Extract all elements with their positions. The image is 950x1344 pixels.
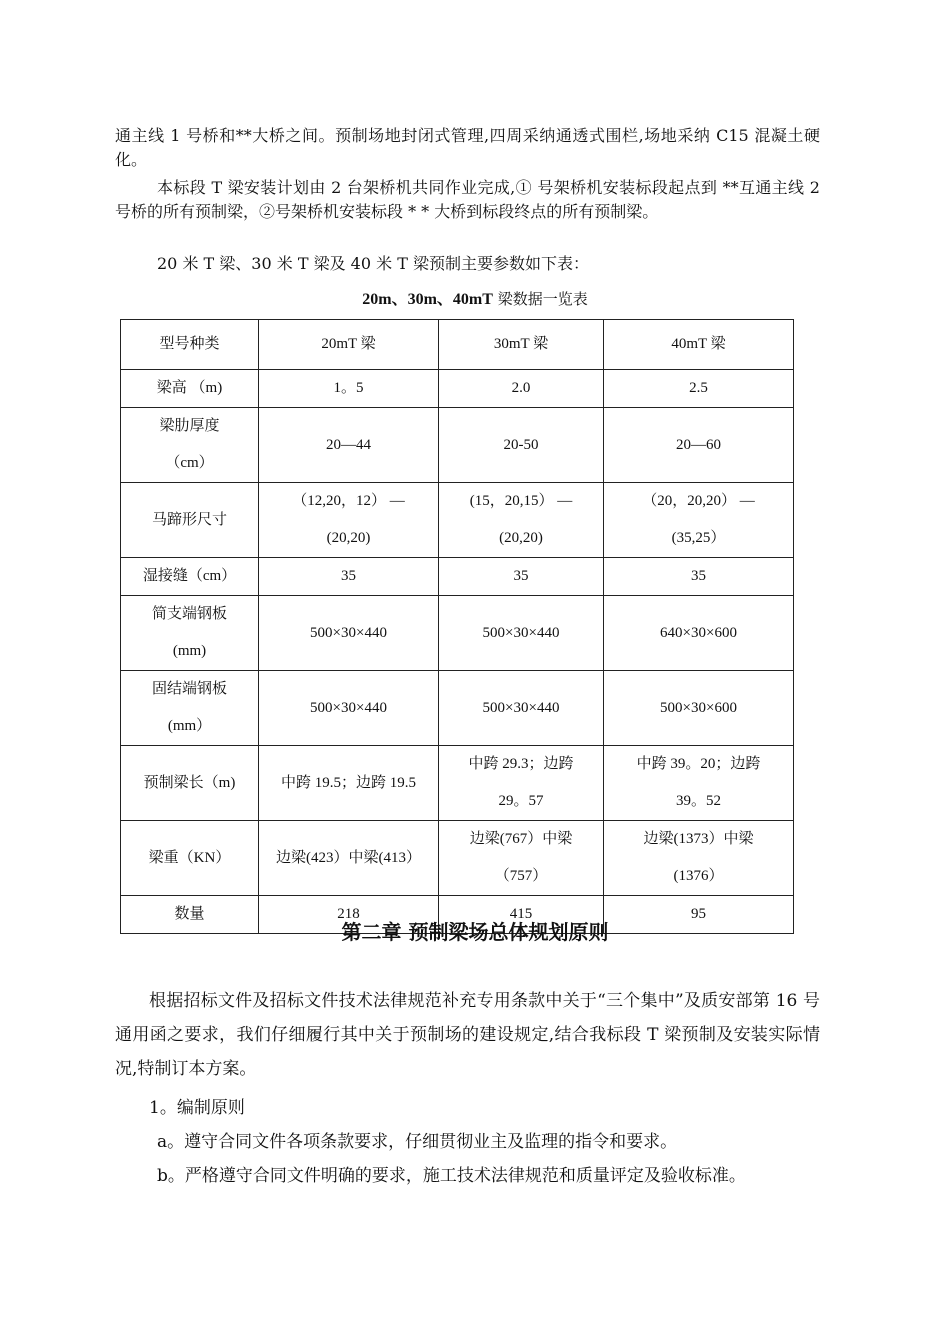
table-cell bbox=[259, 558, 439, 596]
cell-line: 固结端钢板 bbox=[151, 681, 227, 697]
table-row bbox=[121, 558, 794, 596]
cell-line: 20—60 bbox=[676, 436, 721, 453]
cell-line: 415 bbox=[509, 906, 533, 922]
cell-line: （cm） bbox=[165, 455, 214, 471]
cell-line: 500×30×600 bbox=[660, 699, 737, 716]
table-cell bbox=[604, 821, 794, 896]
table-cell bbox=[439, 821, 604, 896]
intro-paragraph-1: 通主线 1 号桥和**大桥之间。预制场地封闭式管理,四周采纳通透式围栏,场地采纳 C15 混凝土硬化。 bbox=[115, 126, 820, 169]
table-row bbox=[121, 596, 794, 671]
cell-line: 500×30×440 bbox=[310, 624, 387, 641]
header-cell: 30mT 梁 bbox=[439, 320, 604, 370]
table-cell bbox=[259, 596, 439, 671]
table-caption-text: 梁数据一览表 bbox=[492, 290, 588, 308]
row-label-cell bbox=[121, 370, 259, 408]
table-row bbox=[121, 370, 794, 408]
table-cell bbox=[604, 408, 794, 483]
table-cell bbox=[439, 408, 604, 483]
cell-line: 35 bbox=[513, 568, 529, 584]
list-item-a: a。遵守合同文件各项条款要求，仔细贯彻业主及监理的指令和要求。 bbox=[157, 1132, 678, 1152]
cell-line: (15，20,15） — bbox=[469, 493, 573, 509]
table-cell bbox=[259, 483, 439, 558]
cell-line: 2.0 bbox=[511, 380, 531, 396]
table-cell bbox=[439, 596, 604, 671]
cell-line: 边梁(423）中梁(413） bbox=[276, 849, 421, 866]
cell-line: 梁重（KN） bbox=[148, 849, 231, 866]
table-cell bbox=[259, 408, 439, 483]
table-cell bbox=[259, 821, 439, 896]
table-cell bbox=[259, 746, 439, 821]
chapter-paragraph-1: 根据招标文件及招标文件技术法律规范补充专用条款中关于“三个集中”及质安部第 16 号通用函之要求，我们仔细履行其中关于预制场的建设规定,结合我标段 T 梁预制及安装实际情况,特制订本方案。 bbox=[115, 991, 820, 1079]
cell-line: (mm） bbox=[167, 718, 212, 734]
cell-line: 2.5 bbox=[689, 380, 708, 396]
table-cell bbox=[604, 596, 794, 671]
table-body bbox=[121, 320, 794, 934]
cell-line: 1。5 bbox=[333, 380, 364, 396]
cell-line: 500×30×440 bbox=[482, 624, 560, 641]
header-cell: 型号种类 bbox=[121, 320, 259, 370]
table-row bbox=[121, 483, 794, 558]
cell-line: （757） bbox=[494, 868, 548, 884]
cell-line: 梁肋厚度 bbox=[159, 418, 220, 434]
chapter-title: 第二章 预制梁场总体规划原则 bbox=[341, 920, 609, 944]
cell-line: 35 bbox=[341, 568, 356, 584]
header-cell: 20mT 梁 bbox=[259, 320, 439, 370]
table-cell bbox=[604, 483, 794, 558]
table-row bbox=[121, 408, 794, 483]
cell-line: 数量 bbox=[174, 906, 205, 922]
cell-line: （20，20,20） — bbox=[642, 493, 755, 509]
cell-line: 梁高 （m) bbox=[156, 380, 223, 396]
list-item-b: b。严格遵守合同文件明确的要求，施工技术法律规范和质量评定及验收标准。 bbox=[157, 1166, 746, 1186]
cell-line: (20,20) bbox=[326, 530, 371, 546]
cell-line: 简支端钢板 bbox=[151, 606, 227, 622]
intro-paragraph-2: 本标段 T 梁安装计划由 2 台架桥机共同作业完成,① 号架桥机安装标段起点到 **互通主线 2 号桥的所有预制梁，②号架桥机安装标段 * * 大桥到标段终点的所有预制梁。 bbox=[115, 178, 820, 221]
cell-line: 95 bbox=[691, 906, 706, 922]
table-cell bbox=[259, 671, 439, 746]
table-cell bbox=[604, 746, 794, 821]
cell-line: (1376） bbox=[673, 868, 724, 884]
table-cell bbox=[259, 370, 439, 408]
cell-line: 218 bbox=[337, 906, 360, 922]
table-cell bbox=[439, 558, 604, 596]
table-caption bbox=[0, 286, 950, 309]
cell-line: 35 bbox=[691, 568, 706, 584]
table-cell bbox=[604, 671, 794, 746]
table-cell bbox=[604, 558, 794, 596]
cell-line: 边梁(1373）中梁 bbox=[643, 831, 754, 847]
row-label-cell bbox=[121, 558, 259, 596]
cell-line: 500×30×440 bbox=[310, 699, 387, 716]
cell-line: (35,25） bbox=[671, 530, 726, 546]
cell-line: 500×30×440 bbox=[482, 699, 560, 716]
table-cell bbox=[439, 483, 604, 558]
cell-line: 29。57 bbox=[498, 793, 544, 809]
beam-parameter-table bbox=[120, 319, 794, 934]
cell-line: 640×30×600 bbox=[660, 624, 737, 641]
cell-line: 预制梁长（m) bbox=[143, 774, 236, 791]
cell-line: 中跨 19.5；边跨 19.5 bbox=[280, 774, 416, 791]
row-label-cell bbox=[121, 596, 259, 671]
cell-line: 湿接缝（cm） bbox=[142, 568, 237, 584]
cell-line: 中跨 29.3；边跨 bbox=[468, 756, 574, 772]
cell-line: 39。52 bbox=[675, 793, 721, 809]
section-heading-1: 1。编制原则 bbox=[149, 1098, 245, 1118]
table-row bbox=[121, 821, 794, 896]
intro-paragraph-3: 20 米 T 梁、30 米 T 梁及 40 米 T 梁预制主要参数如下表： bbox=[157, 254, 589, 273]
cell-line: 20—44 bbox=[326, 436, 371, 453]
table-caption-bold: 20m、30m、40mT bbox=[362, 291, 493, 308]
cell-line: 中跨 39。20；边跨 bbox=[636, 756, 761, 772]
table-row bbox=[121, 671, 794, 746]
table-row bbox=[121, 746, 794, 821]
row-label-cell bbox=[121, 821, 259, 896]
row-label-cell bbox=[121, 483, 259, 558]
cell-line: 马蹄形尺寸 bbox=[151, 511, 227, 528]
cell-line: (mm) bbox=[172, 643, 207, 659]
row-label-cell bbox=[121, 671, 259, 746]
header-cell: 40mT 梁 bbox=[604, 320, 794, 370]
table-cell bbox=[439, 370, 604, 408]
table-cell bbox=[439, 746, 604, 821]
table-cell bbox=[439, 671, 604, 746]
cell-line: (20,20) bbox=[499, 530, 543, 546]
row-label-cell bbox=[121, 408, 259, 483]
cell-line: （12,20，12） — bbox=[292, 493, 405, 509]
cell-line: 20-50 bbox=[503, 436, 539, 453]
table-header-row bbox=[121, 320, 794, 370]
row-label-cell bbox=[121, 746, 259, 821]
cell-line: 边梁(767）中梁 bbox=[469, 831, 573, 847]
table-cell bbox=[604, 370, 794, 408]
